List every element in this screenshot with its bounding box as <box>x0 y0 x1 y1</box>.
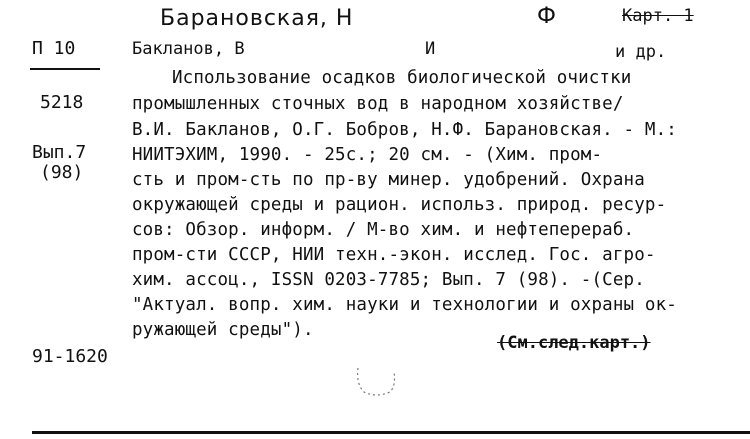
call-number-rule <box>30 68 100 70</box>
body-line: хим. ассоц., ISSN 0203-7785; Вып. 7 (98). -(Сер. <box>132 270 645 290</box>
authors-others: и др. <box>615 42 667 62</box>
body-line: пром-сти СССР, НИИ техн.-экон. исслед. Гос. агро- <box>132 245 656 265</box>
authors-line: Бакланов, В <box>132 39 245 59</box>
body-line: ружающей среды"). <box>132 320 314 340</box>
body-line: НИИТЭХИМ, 1990. - 25с.; 20 см. - (Хим. пром- <box>132 145 603 165</box>
body-line: Использование осадков биологической очистки <box>172 68 632 88</box>
punch-hole-mark <box>350 362 410 402</box>
issue-label: Вып.7 <box>32 142 87 163</box>
card-id: 91-1620 <box>32 346 108 367</box>
issue-number: (98) <box>40 162 84 183</box>
card-label: Карт. 1 <box>622 6 694 26</box>
body-line: "Актуал. вопр. хим. науки и технологии и охраны ок- <box>132 295 677 315</box>
body-line: промышленных сточных вод в народном хозяйстве/ <box>132 94 624 114</box>
authors-and: И <box>425 39 436 59</box>
handwritten-author: Барановская, Н <box>160 6 354 31</box>
phi-mark: Ф <box>537 4 557 29</box>
bottom-edge <box>32 431 750 434</box>
call-number: П 10 <box>32 38 76 59</box>
inventory-number: 5218 <box>40 92 84 113</box>
body-line: В.И. Бакланов, О.Г. Бобров, Н.Ф. Барановская. - М.: <box>132 120 677 140</box>
continuation-note: (См.след.карт.) <box>497 333 651 353</box>
body-line: окружающей среды и рацион. использ. природ. ресур- <box>132 195 667 215</box>
body-line: сов: Обзор. информ. / М-во хим. и нефтеперераб. <box>132 220 635 240</box>
body-line: сть и пром-сть по пр-ву минер. удобрений. Охрана <box>132 170 645 190</box>
